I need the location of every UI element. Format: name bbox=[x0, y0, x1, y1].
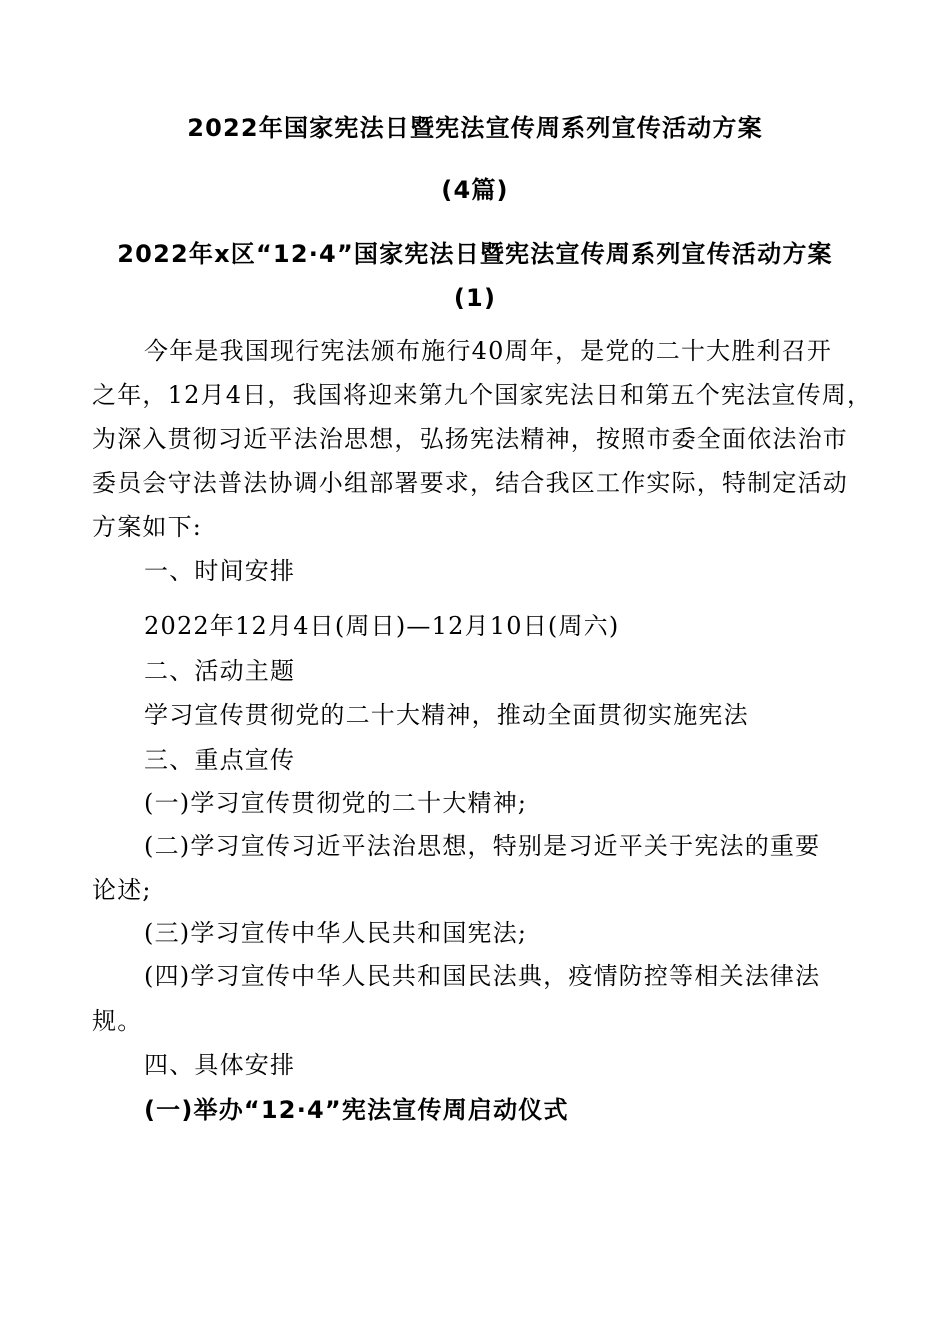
document-title: 2022年国家宪法日暨宪法宣传周系列宣传活动方案 bbox=[187, 114, 763, 142]
list-item: (四)学习宣传中华人民共和国民法典，疫情防控等相关法律法 bbox=[144, 962, 821, 990]
intro-line: 之年，12月4日，我国将迎来第九个国家宪法日和第五个宪法宣传周， bbox=[92, 381, 873, 409]
intro-line: 为深入贯彻习近平法治思想，弘扬宪法精神，按照市委全面依法治市 bbox=[92, 425, 848, 453]
list-item-continuation: 论述; bbox=[92, 876, 152, 904]
list-item: (一)学习宣传贯彻党的二十大精神; bbox=[144, 789, 528, 817]
list-item: (三)学习宣传中华人民共和国宪法; bbox=[144, 919, 528, 947]
document-subtitle-number: (1) bbox=[453, 284, 497, 312]
list-item-continuation: 规。 bbox=[92, 1007, 143, 1035]
section-heading: 三、重点宣传 bbox=[144, 746, 296, 774]
document-subtitle: 2022年x区“12·4”国家宪法日暨宪法宣传周系列宣传活动方案 bbox=[117, 240, 833, 268]
section-body: 学习宣传贯彻党的二十大精神，推动全面贯彻实施宪法 bbox=[144, 701, 749, 729]
intro-line: 委员会守法普法协调小组部署要求，结合我区工作实际，特制定活动 bbox=[92, 469, 848, 497]
subsection-heading: (一)举办“12·4”宪法宣传周启动仪式 bbox=[144, 1096, 569, 1124]
section-heading: 一、时间安排 bbox=[144, 557, 296, 585]
section-heading: 四、具体安排 bbox=[144, 1051, 296, 1079]
list-item: (二)学习宣传习近平法治思想，特别是习近平关于宪法的重要 bbox=[144, 832, 821, 860]
document-count: (4篇) bbox=[441, 176, 509, 204]
intro-line: 方案如下: bbox=[92, 513, 203, 541]
intro-line: 今年是我国现行宪法颁布施行40周年，是党的二十大胜利召开 bbox=[144, 337, 833, 365]
section-body: 2022年12月4日(周日)—12月10日(周六) bbox=[144, 612, 620, 640]
section-heading: 二、活动主题 bbox=[144, 657, 296, 685]
